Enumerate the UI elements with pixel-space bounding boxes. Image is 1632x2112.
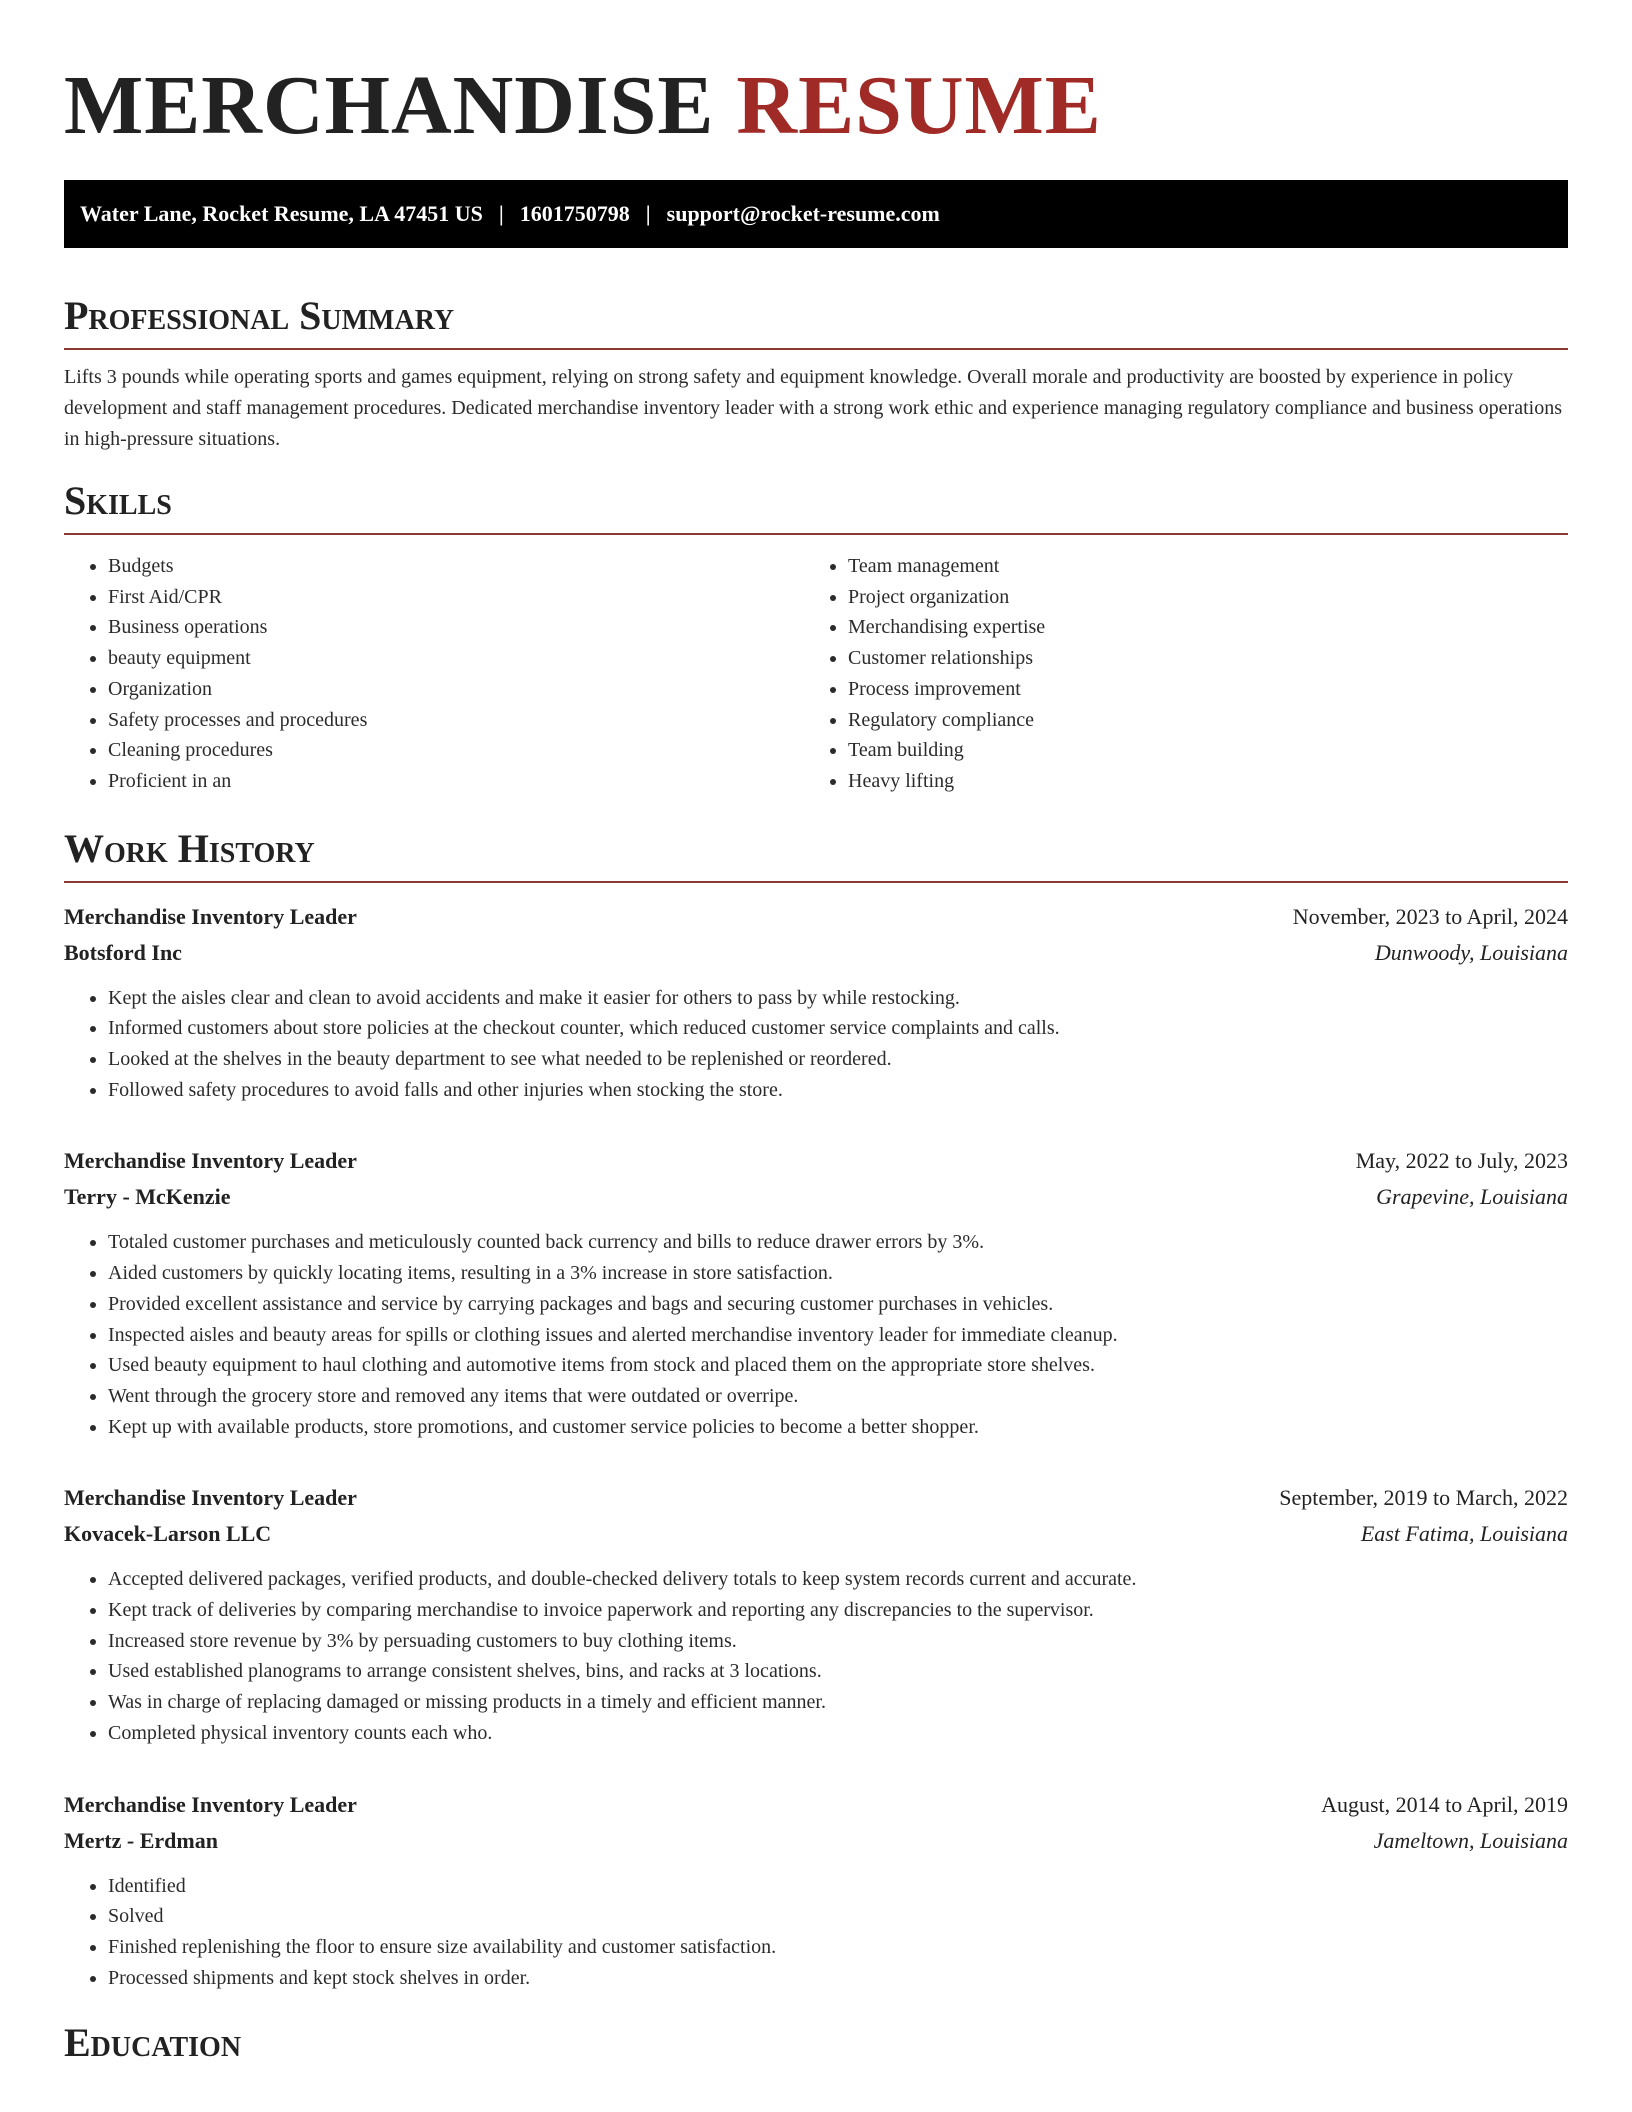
skills-section: [64, 477, 1568, 797]
skills-column-right: [804, 551, 1544, 797]
job-header-row: [64, 1143, 1568, 1179]
job-dates: November, 2023 to April, 2024: [1292, 903, 1568, 929]
job-company: Kovacek-Larson LLC: [64, 1521, 272, 1547]
job-company-row: [64, 1516, 1568, 1552]
list-item: • Inspected aisles and beauty areas for spills or clothing issues and alerted merchandise inventory leader for immediate cleanup.: [108, 1320, 1568, 1351]
summary-section: [64, 292, 1568, 455]
job-title: Merchandise Inventory Leader: [64, 903, 357, 929]
list-item: • Solved: [108, 1901, 1568, 1932]
contact-email[interactable]: support@rocket-resume.com: [666, 201, 940, 226]
list-item: • Proficient in an: [108, 766, 804, 797]
list-item: • Accepted delivered packages, verified products, and double-checked delivery totals to keep system records current and accurate.: [108, 1564, 1568, 1595]
jobs-list: [64, 899, 1568, 1994]
job-entry: [64, 899, 1568, 1106]
job-company-row: [64, 1823, 1568, 1859]
skills-column-left: [64, 551, 804, 797]
list-item: • Kept the aisles clear and clean to avoid accidents and make it easier for others to pass by while restocking.: [108, 983, 1568, 1014]
contact-separator: |: [498, 201, 504, 226]
list-item: • First Aid/CPR: [108, 582, 804, 613]
job-entry: [64, 1787, 1568, 1994]
list-item: • Process improvement: [848, 674, 1544, 705]
contact-address: Water Lane, Rocket Resume, LA 47451 US: [80, 201, 483, 226]
list-item: • Informed customers about store policies at the checkout counter, which reduced customer service complaints and calls.: [108, 1013, 1568, 1044]
education-heading: Education: [64, 2020, 242, 2066]
list-item: • Team management: [848, 551, 1544, 582]
job-header-row: [64, 899, 1568, 935]
contact-bar: [64, 180, 1568, 248]
job-bullets: [64, 983, 1568, 1106]
job-location: Grapevine, Louisiana: [1376, 1184, 1568, 1210]
job-dates: August, 2014 to April, 2019: [1321, 1791, 1568, 1817]
job-company: Mertz - Erdman: [64, 1827, 218, 1853]
job-dates: September, 2019 to March, 2022: [1279, 1485, 1568, 1511]
skills-grid: [64, 551, 1568, 797]
job-entry: [64, 1143, 1568, 1442]
list-item: • Followed safety procedures to avoid falls and other injuries when stocking the store.: [108, 1075, 1568, 1106]
list-item: • Organization: [108, 674, 804, 705]
summary-heading: Professional Summary: [64, 292, 1568, 350]
list-item: • beauty equipment: [108, 643, 804, 674]
list-item: • Completed physical inventory counts each who.: [108, 1718, 1568, 1749]
list-item: • Identified: [108, 1871, 1568, 1902]
summary-text: Lifts 3 pounds while operating sports and games equipment, relying on strong safety and equipment knowledge. Overall morale and productivity are boosted by experience in policy development and staff management procedures. Dedicated merchandise inventory leader with a strong work ethic and experience managing regulatory compliance and business operations in high-pressure situations.: [64, 366, 1562, 450]
list-item: • Increased store revenue by 3% by persuading customers to buy clothing items.: [108, 1626, 1568, 1657]
list-item: • Used established planograms to arrange consistent shelves, bins, and racks at 3 locations.: [108, 1656, 1568, 1687]
job-dates: May, 2022 to July, 2023: [1355, 1148, 1568, 1174]
title-accent: RESUME: [736, 59, 1102, 152]
job-entry: [64, 1480, 1568, 1748]
job-bullets: [64, 1564, 1568, 1748]
list-item: • Aided customers by quickly locating items, resulting in a 3% increase in store satisfaction.: [108, 1258, 1568, 1289]
contact-phone: 1601750798: [519, 201, 630, 226]
job-company-row: [64, 935, 1568, 971]
list-item: • Was in charge of replacing damaged or missing products in a timely and efficient manner.: [108, 1687, 1568, 1718]
list-item: • Kept track of deliveries by comparing merchandise to invoice paperwork and reporting any discrepancies to the supervisor.: [108, 1595, 1568, 1626]
list-item: • Budgets: [108, 551, 804, 582]
job-company: Terry - McKenzie: [64, 1184, 231, 1210]
list-item: • Cleaning procedures: [108, 735, 804, 766]
skills-list-left: [64, 551, 804, 797]
job-title: Merchandise Inventory Leader: [64, 1791, 357, 1817]
list-item: • Went through the grocery store and removed any items that were outdated or overripe.: [108, 1381, 1568, 1412]
resume-title: [64, 59, 1568, 152]
job-bullets: [64, 1871, 1568, 1994]
job-title: Merchandise Inventory Leader: [64, 1485, 357, 1511]
skills-heading: Skills: [64, 477, 1568, 535]
job-header-row: [64, 1480, 1568, 1516]
list-item: • Customer relationships: [848, 643, 1544, 674]
job-location: Dunwoody, Louisiana: [1374, 939, 1568, 965]
job-bullets: [64, 1227, 1568, 1442]
list-item: • Provided excellent assistance and service by carrying packages and bags and securing customer purchases in vehicles.: [108, 1289, 1568, 1320]
list-item: • Looked at the shelves in the beauty department to see what needed to be replenished or reordered.: [108, 1044, 1568, 1075]
job-title: Merchandise Inventory Leader: [64, 1148, 357, 1174]
title-main: MERCHANDISE: [64, 59, 715, 152]
list-item: • Merchandising expertise: [848, 612, 1544, 643]
resume-page: [64, 50, 1568, 2075]
list-item: • Heavy lifting: [848, 766, 1544, 797]
job-location: Jameltown, Louisiana: [1373, 1827, 1568, 1853]
skills-list-right: [804, 551, 1544, 797]
list-item: • Project organization: [848, 582, 1544, 613]
list-item: • Team building: [848, 735, 1544, 766]
job-company: Botsford Inc: [64, 939, 182, 965]
education-section: [64, 2019, 1568, 2075]
work-history-section: [64, 825, 1568, 1994]
job-header-row: [64, 1787, 1568, 1823]
list-item: • Used beauty equipment to haul clothing and automotive items from stock and placed them on the appropriate store shelves.: [108, 1350, 1568, 1381]
list-item: • Regulatory compliance: [848, 705, 1544, 736]
contact-separator: |: [645, 201, 651, 226]
work-history-heading: Work History: [64, 825, 1568, 883]
job-company-row: [64, 1179, 1568, 1215]
list-item: • Kept up with available products, store promotions, and customer service policies to become a better shopper.: [108, 1412, 1568, 1443]
list-item: • Finished replenishing the floor to ensure size availability and customer satisfaction.: [108, 1932, 1568, 1963]
job-location: East Fatima, Louisiana: [1360, 1521, 1568, 1547]
list-item: • Business operations: [108, 612, 804, 643]
list-item: • Totaled customer purchases and meticulously counted back currency and bills to reduce drawer errors by 3%.: [108, 1227, 1568, 1258]
list-item: • Safety processes and procedures: [108, 705, 804, 736]
list-item: • Processed shipments and kept stock shelves in order.: [108, 1963, 1568, 1994]
